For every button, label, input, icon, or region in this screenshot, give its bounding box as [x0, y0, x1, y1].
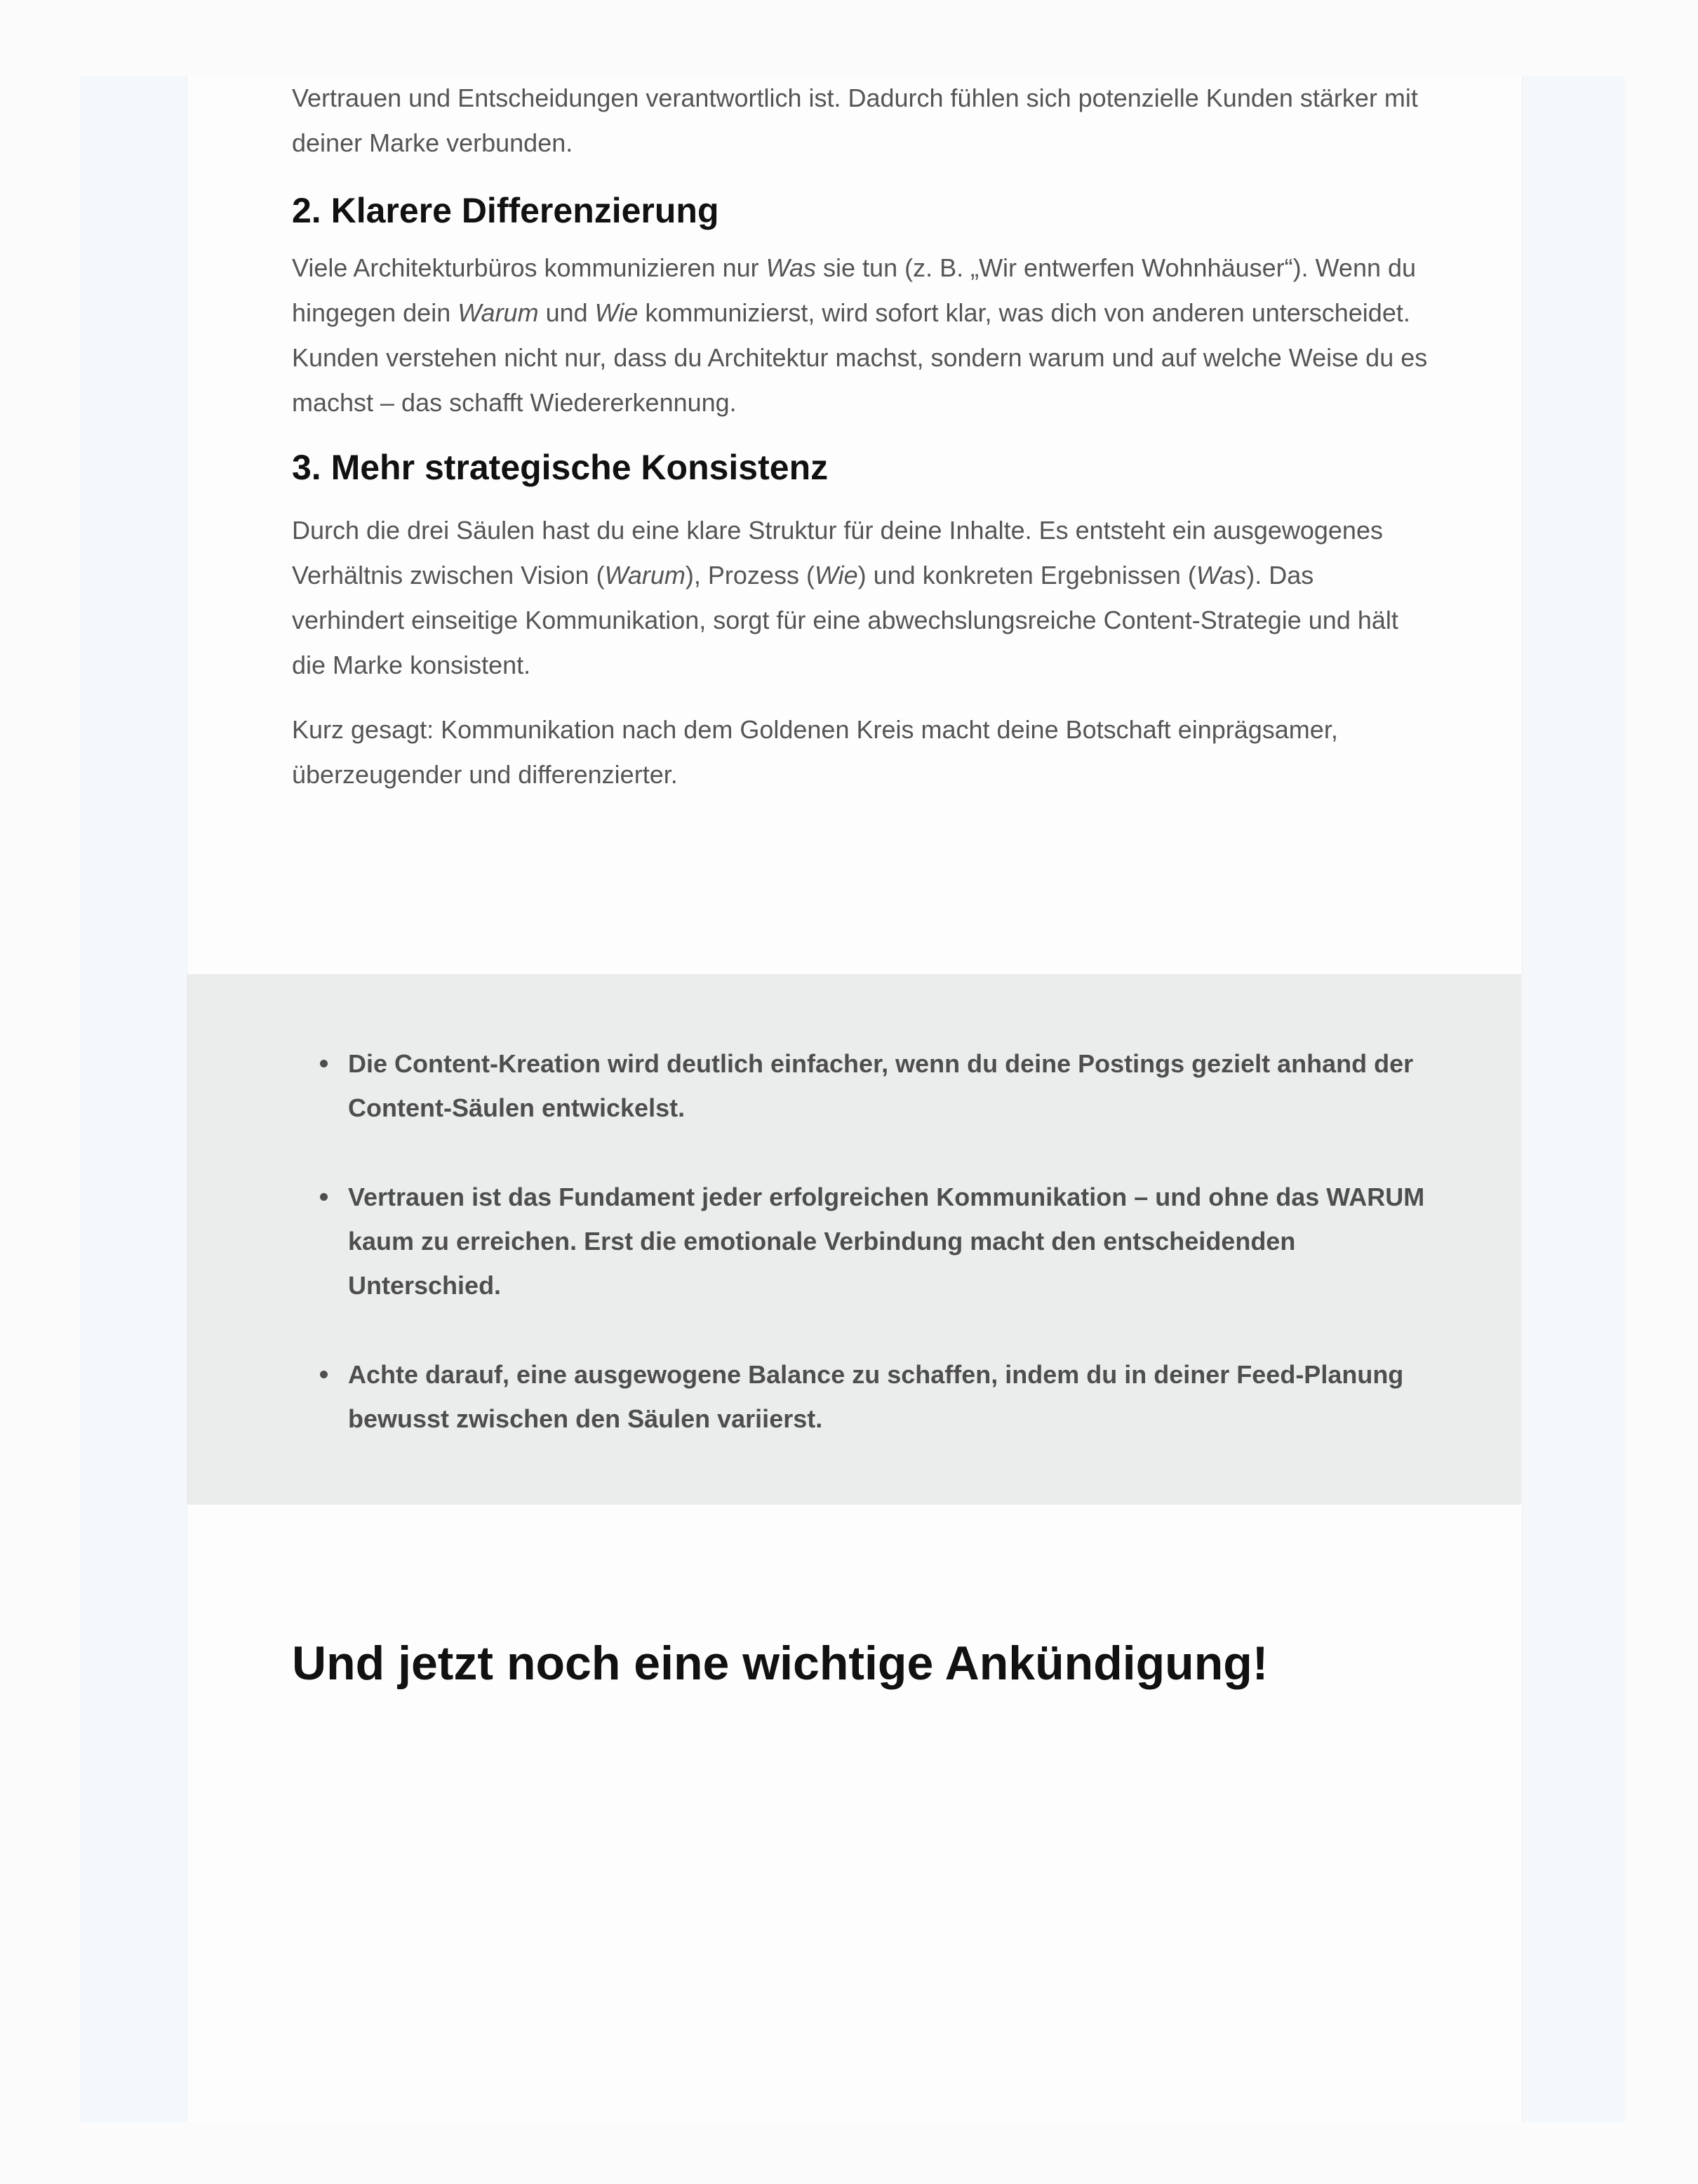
- bullet-icon: [320, 1193, 328, 1201]
- takeaway-item: Die Content-Kreation wird deutlich einfacher, wenn du deine Postings gezielt anhand der Content-Säulen entwickelst.: [264, 1041, 1429, 1130]
- section-heading-differentiation: 2. Klarere Differenzierung: [292, 191, 719, 230]
- bullet-icon: [320, 1371, 328, 1378]
- section-heading-consistency: 3. Mehr strategische Konsistenz: [292, 448, 829, 487]
- section-paragraph-consistency: Durch die drei Säulen hast du eine klare Struktur für deine Inhalte. Es entsteht ein ausgewogenes Verhältnis zwischen Vision (Warum), Prozess (Wie) und konkreten Ergebnissen (Was). Das verhindert einseitige Kommunikation, sorgt für eine abwechslungsreiche Content-Strategie und hält die Marke konsistent.: [292, 516, 1398, 679]
- announcement-heading: Und jetzt noch eine wichtige Ankündigung!: [292, 1637, 1269, 1690]
- takeaways-list: [264, 1041, 1429, 1441]
- bullet-icon: [320, 1060, 328, 1067]
- section-paragraph-differentiation: Viele Architekturbüros kommunizieren nur Was sie tun (z. B. „Wir entwerfen Wohnhäuser“). Wenn du hingegen dein Warum und Wie kommunizierst, wird sofort klar, was dich von anderen unterscheidet. Kunden verstehen nicht nur, dass du Architektur machst, sondern warum und auf welche Weise du es machst – das schafft Wiedererkennung.: [292, 253, 1428, 417]
- article-body: [292, 76, 1429, 797]
- takeaway-item: Vertrauen ist das Fundament jeder erfolgreichen Kommunikation – und ohne das WARUM kaum zu erreichen. Erst die emotionale Verbindung macht den entscheidenden Unterschied.: [264, 1175, 1429, 1307]
- takeaways-list-wrapper: [292, 1041, 1429, 1486]
- summary-paragraph: Kurz gesagt: Kommunikation nach dem Goldenen Kreis macht deine Botschaft einprägsamer, überzeugender und differenzierter.: [292, 715, 1338, 789]
- intro-paragraph-tail: Vertrauen und Entscheidungen verantwortlich ist. Dadurch fühlen sich potenzielle Kunden stärker mit deiner Marke verbunden.: [292, 84, 1418, 157]
- takeaway-item: Achte darauf, eine ausgewogene Balance zu schaffen, indem du in deiner Feed-Planung bewusst zwischen den Säulen variierst.: [264, 1352, 1429, 1441]
